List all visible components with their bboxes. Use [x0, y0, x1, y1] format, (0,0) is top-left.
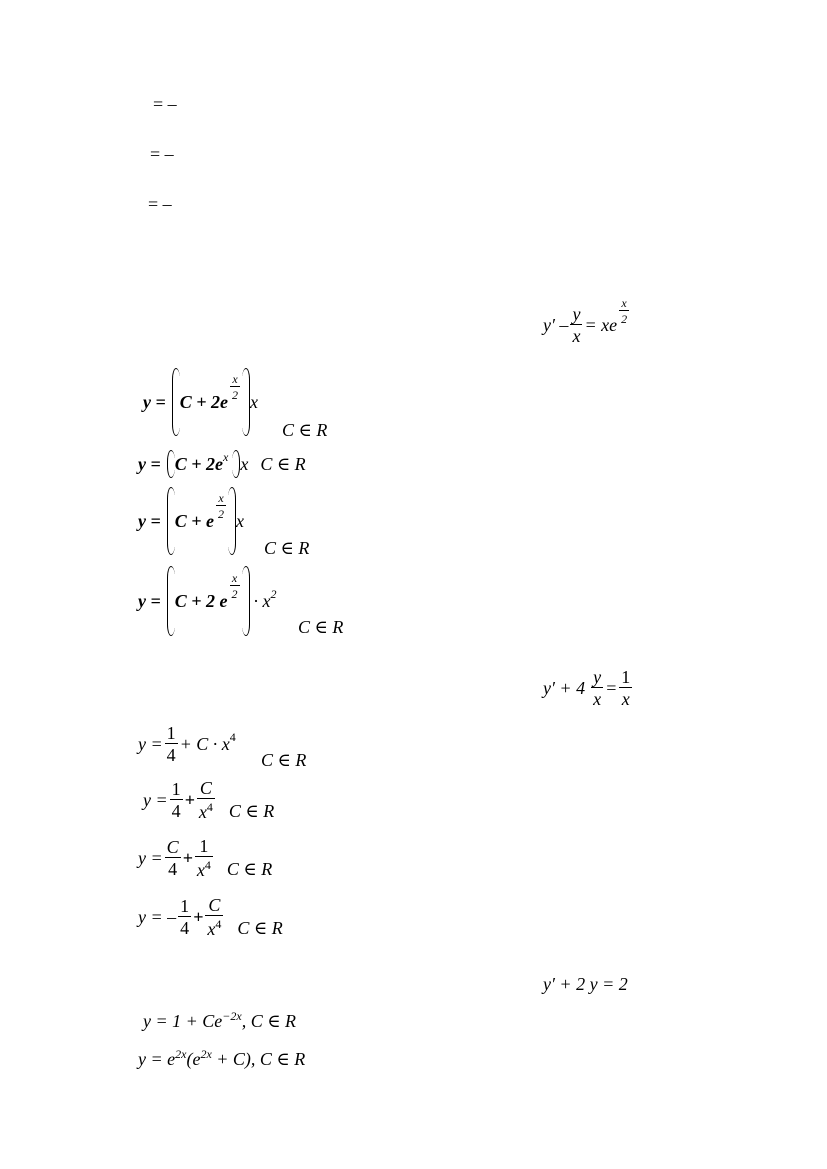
option-2a: y = $\frac{1}{4}$ + C · x $^4$: [138, 723, 236, 765]
condition: C ∈ R: [237, 918, 283, 938]
left-paren: [167, 487, 175, 555]
eq1-exponent: $\frac{x}{2}$: [621, 296, 628, 326]
option-2c: y = $\frac{C}{4}$ + $\frac{1}{x^4}$ C ∈ R: [138, 836, 273, 880]
option-3a: $y = 1 + Ce^{-2x}$, C ∈ R: [143, 1009, 297, 1031]
condition: C ∈ R: [264, 538, 310, 558]
option-1c: y = C + e $\frac{x}{2}$ x: [138, 487, 244, 555]
right-paren: [242, 368, 250, 436]
answer-mark: = –: [153, 94, 177, 114]
right-paren: [242, 566, 250, 636]
option-3b: $y = e^{2x}(e^{2x} + C)$, C ∈ R: [138, 1047, 306, 1069]
condition: C ∈ R: [298, 617, 344, 637]
condition: C ∈ R: [228, 801, 275, 821]
eq1-lhs: y′ –: [543, 315, 569, 335]
condition: C ∈ R: [282, 420, 328, 440]
option-2b: y = $\frac{1}{4}$ + $\frac{C}{x^4}$ C ∈ R: [143, 778, 275, 822]
condition: C ∈ R: [260, 454, 306, 474]
option-2d: y = – $\frac{1}{4}$ + $\frac{C}{x^4}$ C ∈ R: [138, 895, 283, 939]
equation-3: y′ + 2 y = 2: [543, 974, 628, 994]
option-1a: y = C + 2e $\frac{x}{2}$ x: [143, 368, 258, 436]
option-1d: y = C + 2 e $\frac{x}{2}$ · x $^2$: [138, 566, 277, 636]
eq1-rhs: = xe: [584, 315, 618, 335]
equation-1: [543, 296, 631, 346]
answer-mark: = –: [150, 144, 174, 164]
left-paren: [172, 368, 180, 436]
right-paren: [228, 487, 236, 555]
left-paren: [167, 450, 175, 478]
condition: C ∈ R: [261, 750, 307, 770]
equation-2: y′ + 4 $\frac{y}{x}$ = $\frac{1}{x}$: [543, 667, 631, 709]
left-paren: [167, 566, 175, 636]
answer-mark: = –: [148, 194, 172, 214]
eq1-fraction: $\frac{y}{x}$: [572, 304, 581, 346]
condition: C ∈ R: [226, 859, 273, 879]
option-1b: y = C + 2e $^x$ x C ∈ R: [138, 450, 306, 478]
